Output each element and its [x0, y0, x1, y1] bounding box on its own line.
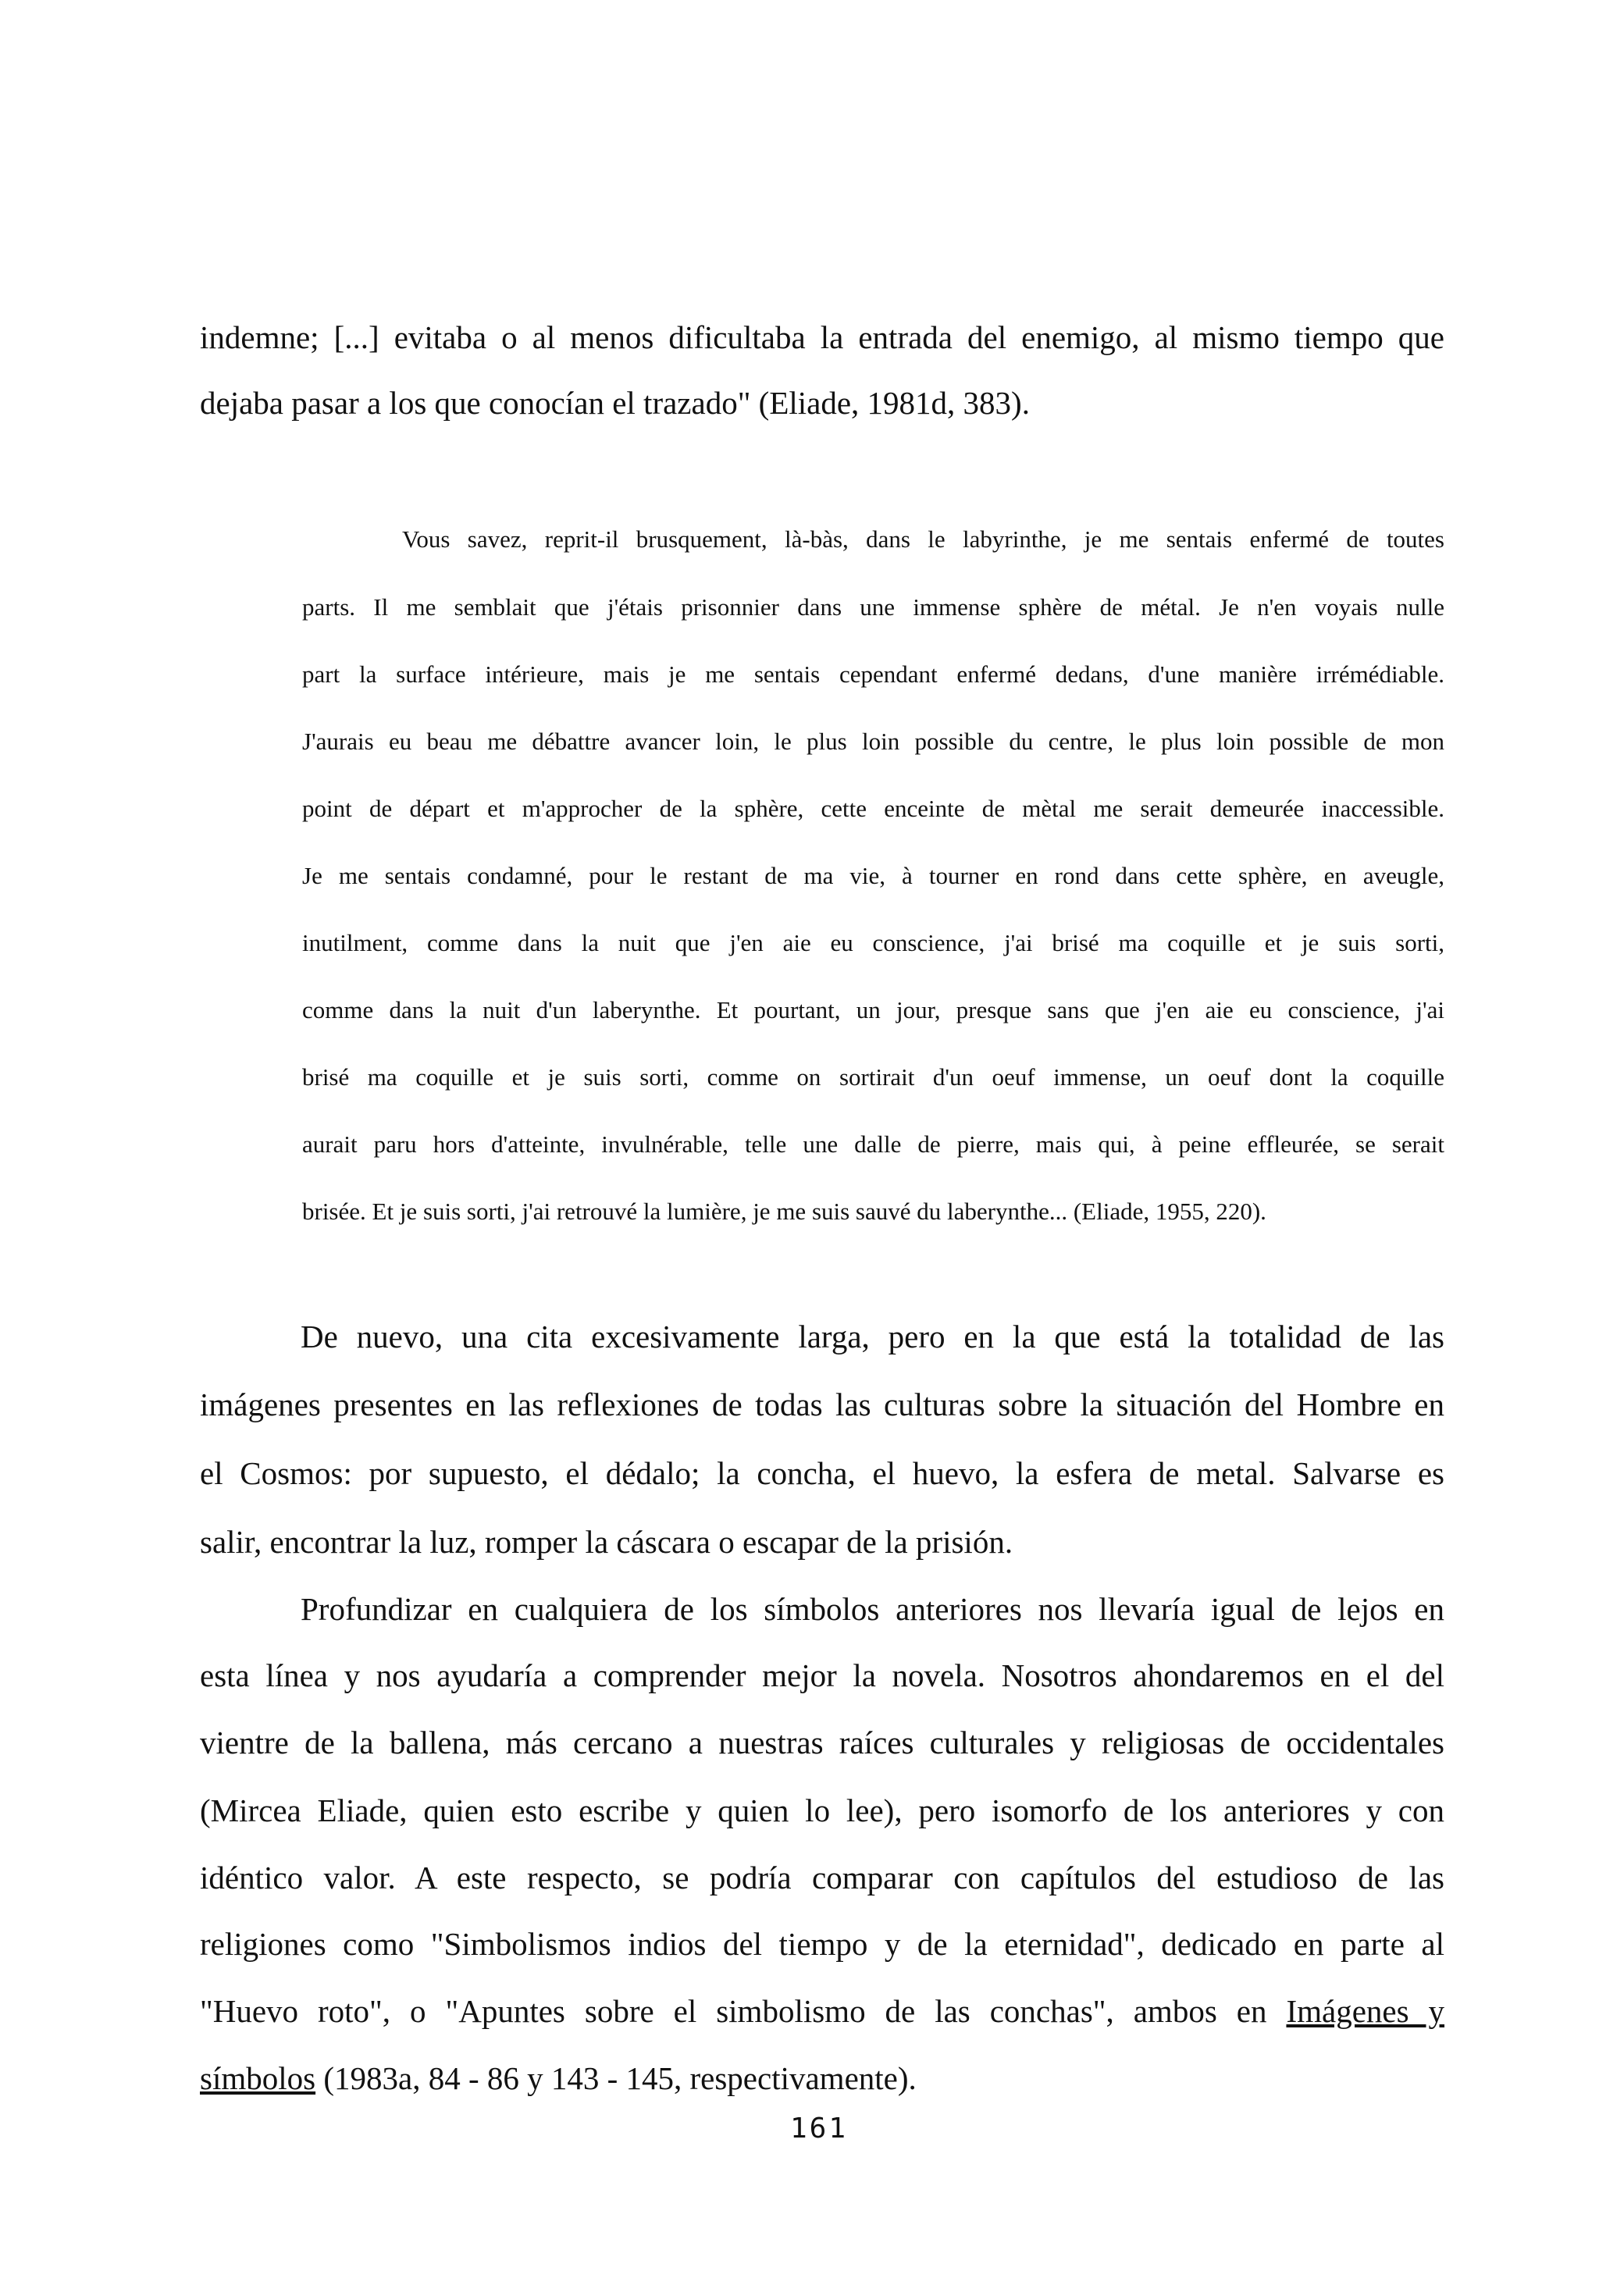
- quote-line-10: aurait paru hors d'atteinte, invulnérable, telle une dalle de pierre, mais qui, à peine effleurée, se serait: [302, 1130, 1444, 1158]
- paragraph-1-line-3: el Cosmos: por supuesto, el dédalo; la concha, el huevo, la esfera de metal. Salvarse es: [200, 1455, 1444, 1491]
- quote-line-11: brisée. Et je suis sorti, j'ai retrouvé la lumière, je me suis sauvé du laberynthe... (Eliade, 1955, 220).: [302, 1198, 1266, 1225]
- quote-line-3: part la surface intérieure, mais je me sentais cependant enfermé dedans, d'une manière irrémédiable.: [302, 660, 1444, 688]
- paragraph-1-line-4: salir, encontrar la luz, romper la cáscara o escapar de la prisión.: [200, 1524, 1013, 1560]
- page-number: 161: [789, 2113, 849, 2145]
- paragraph-2-line-2: esta línea y nos ayudaría a comprender mejor la novela. Nosotros ahondaremos en el del: [200, 1657, 1444, 1693]
- paragraph-2-line-3: vientre de la ballena, más cercano a nuestras raíces culturales y religiosas de occidentales: [200, 1725, 1444, 1760]
- quote-line-4: J'aurais eu beau me débattre avancer loin, le plus loin possible du centre, le plus loin possible de mon: [302, 728, 1444, 755]
- paragraph-2-line-8-text: (1983a, 84 - 86 y 143 - 145, respectivamente).: [315, 2060, 917, 2096]
- paragraph-1-line-1: De nuevo, una cita excesivamente larga, pero en la que está la totalidad de las: [301, 1319, 1444, 1354]
- paragraph-2-line-4: (Mircea Eliade, quien esto escribe y quien lo lee), pero isomorfo de los anteriores y con: [200, 1792, 1444, 1828]
- quote-line-5: point de départ et m'approcher de la sphère, cette enceinte de mètal me serait demeurée inaccessible.: [302, 795, 1444, 822]
- paragraph-2-line-8: [200, 2059, 1444, 2097]
- paragraph-2-line-1: Profundizar en cualquiera de los símbolos anteriores nos llevaría igual de lejos en: [301, 1591, 1444, 1627]
- book-title-part-2: símbolos: [200, 2060, 316, 2096]
- quote-line-9: brisé ma coquille et je suis sorti, comme on sortirait d'un oeuf immense, un oeuf dont la coquille: [302, 1063, 1444, 1091]
- paragraph-1-line-2: imágenes presentes en las reflexiones de todas las culturas sobre la situación del Hombre en: [200, 1386, 1444, 1422]
- quote-line-1: Vous savez, reprit-il brusquement, là-bàs, dans le labyrinthe, je me sentais enfermé de toutes: [402, 525, 1444, 553]
- opening-line-2: dejaba pasar a los que conocían el trazado" (Eliade, 1981d, 383).: [200, 385, 1030, 421]
- paragraph-2-line-7: [200, 1992, 1444, 2030]
- quote-line-6: Je me sentais condamné, pour le restant de ma vie, à tourner en rond dans cette sphère, en aveugle,: [302, 862, 1444, 889]
- quote-line-2: parts. Il me semblait que j'étais prisonnier dans une immense sphère de métal. Je n'en voyais nulle: [302, 593, 1444, 621]
- paragraph-2-line-7-text: "Huevo roto", o "Apuntes sobre el simbolismo de las conchas", ambos en: [200, 1993, 1267, 2029]
- quote-line-8: comme dans la nuit d'un laberynthe. Et pourtant, un jour, presque sans que j'en aie eu conscience, j'ai: [302, 996, 1444, 1023]
- book-title-part-1: Imágenes y: [1286, 1993, 1445, 2029]
- paragraph-2-line-5: idéntico valor. A este respecto, se podría comparar con capítulos del estudioso de las: [200, 1860, 1444, 1896]
- quote-line-7: inutilment, comme dans la nuit que j'en aie eu conscience, j'ai brisé ma coquille et je suis sorti,: [302, 929, 1444, 956]
- opening-line-1: indemne; [...] evitaba o al menos dificultaba la entrada del enemigo, al mismo tiempo que: [200, 319, 1444, 355]
- paragraph-2-line-6: religiones como "Simbolismos indios del tiempo y de la eternidad", dedicado en parte al: [200, 1926, 1444, 1962]
